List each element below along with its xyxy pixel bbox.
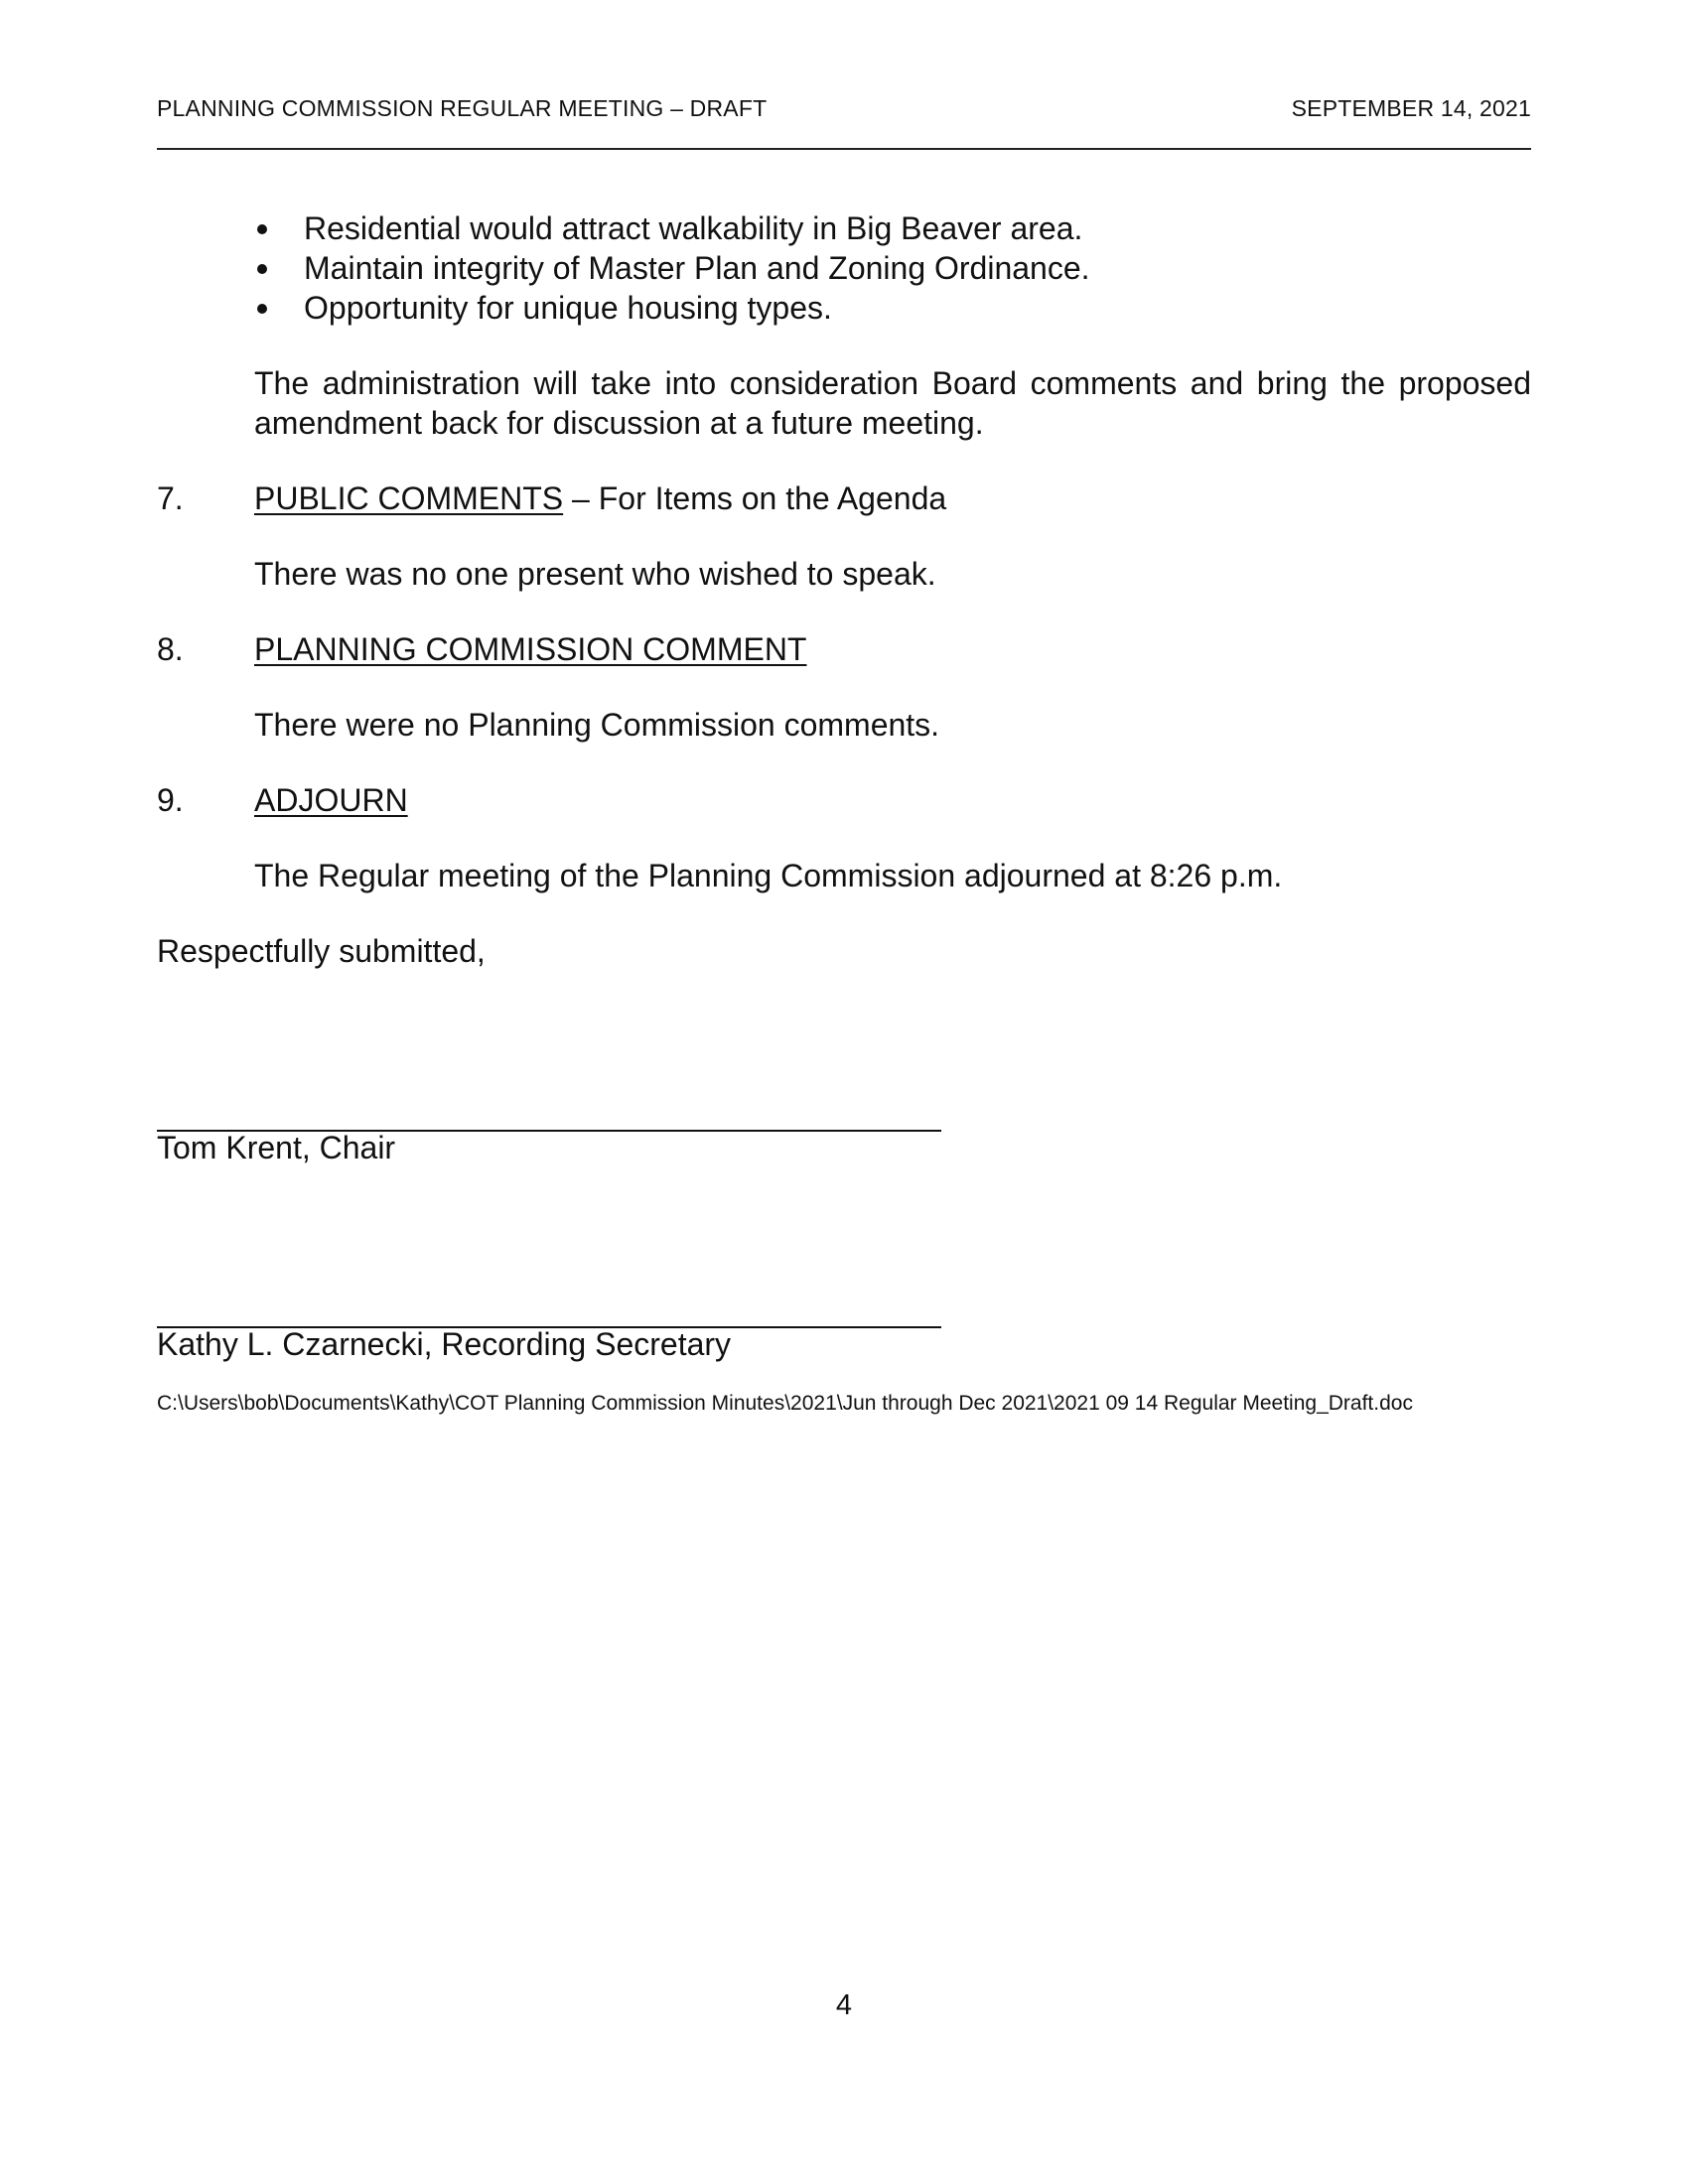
- section-number: 8.: [157, 631, 184, 667]
- section-number: 7.: [157, 480, 184, 516]
- bullet-item: [254, 248, 1531, 288]
- section-planning-commission-comment: [157, 629, 1531, 669]
- section-body: There were no Planning Commission comments.: [254, 707, 940, 743]
- section-title: ADJOURN: [254, 782, 408, 818]
- section-adjourn: [157, 780, 1531, 820]
- page-header: [157, 95, 1531, 129]
- bullet-dot-icon: [257, 264, 267, 274]
- bullet-dot-icon: [257, 224, 267, 234]
- section-body: The Regular meeting of the Planning Commission adjourned at 8:26 p.m.: [254, 858, 1283, 893]
- bullet-text: Residential would attract walkability in Big Beaver area.: [304, 210, 1083, 246]
- signatory-chair: Tom Krent, Chair: [157, 1130, 396, 1165]
- section-title-suffix: – For Items on the Agenda: [563, 480, 947, 516]
- section-public-comments: [157, 478, 1531, 518]
- header-divider: [157, 148, 1531, 150]
- bullet-text: Maintain integrity of Master Plan and Zoning Ordinance.: [304, 250, 1090, 286]
- bullet-text: Opportunity for unique housing types.: [304, 290, 832, 326]
- page-number: 4: [835, 1989, 853, 2021]
- section-title: PLANNING COMMISSION COMMENT: [254, 631, 807, 667]
- signatory-secretary: Kathy L. Czarnecki, Recording Secretary: [157, 1326, 732, 1362]
- bullet-list: [254, 208, 1531, 328]
- closing-text: Respectfully submitted,: [157, 933, 486, 969]
- section-heading: [254, 780, 408, 820]
- section-title: PUBLIC COMMENTS: [254, 480, 564, 516]
- section-heading: [254, 629, 806, 669]
- file-path: C:\Users\bob\Documents\Kathy\COT Planning Commission Minutes\2021\Jun through Dec 2021\2021 09 14 Regular Meeting_Draft.doc: [157, 1392, 1413, 1415]
- header-title: PLANNING COMMISSION REGULAR MEETING – DRAFT: [157, 95, 768, 121]
- administration-paragraph: The administration will take into consideration Board comments and bring the proposed amendment back for discussion at a future meeting.: [254, 365, 1531, 441]
- bullet-dot-icon: [257, 304, 267, 314]
- section-heading: [254, 478, 946, 518]
- section-body: There was no one present who wished to speak.: [254, 556, 936, 592]
- bullet-item: [254, 208, 1531, 248]
- bullet-item: [254, 288, 1531, 328]
- header-date: SEPTEMBER 14, 2021: [1291, 95, 1531, 121]
- section-number: 9.: [157, 782, 184, 818]
